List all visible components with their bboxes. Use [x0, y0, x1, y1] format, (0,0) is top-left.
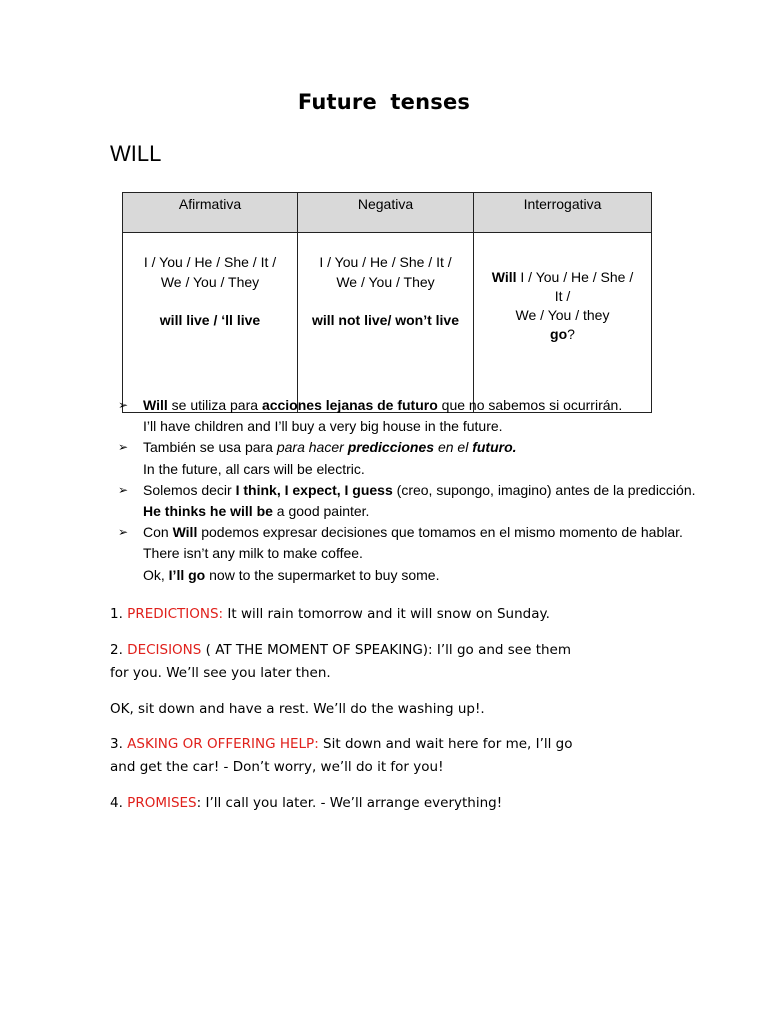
- table-header-row: [123, 193, 652, 233]
- use-label-help: ASKING OR OFFERING HELP:: [127, 736, 319, 752]
- use-number: 2.: [110, 642, 128, 658]
- rule-1-text: [143, 395, 738, 416]
- interrogative-subjects-3: We / You / they: [515, 307, 610, 323]
- use-text-continued: and get the car! - Don’t worry, we’ll do it for you!: [110, 759, 444, 775]
- interrogative-verb: go: [550, 326, 568, 342]
- rule-4-example-2-pre: Ok,: [143, 566, 169, 583]
- page-title: Future tenses: [297, 90, 471, 114]
- arrow-bullet-icon: ➢: [118, 398, 129, 412]
- usage-rules-list: [118, 395, 738, 586]
- rule-4-bold: Will: [172, 524, 198, 541]
- use-number: 4.: [110, 795, 128, 811]
- negative-subjects-2: We / You / They: [336, 274, 435, 290]
- list-item: [118, 437, 738, 479]
- rule-3-text-b: (creo, supongo, imagino) antes de la predicción.: [392, 481, 696, 498]
- rule-2-italic-b: en el: [434, 439, 473, 456]
- use-number: 3.: [110, 736, 128, 752]
- rule-2-text-a: También se usa para: [143, 439, 277, 456]
- list-item: [118, 480, 738, 522]
- affirmative-form: will live / ‘ll live: [159, 312, 261, 328]
- interrogative-verb-line: [480, 325, 645, 344]
- rule-3-example: [143, 501, 738, 522]
- rule-4-example-2: [143, 565, 738, 586]
- use-number: 1.: [110, 606, 128, 622]
- use-label-predictions: PREDICTIONS:: [127, 606, 224, 622]
- arrow-bullet-icon: ➢: [118, 440, 129, 455]
- affirmative-subjects-2: We / You / They: [160, 274, 260, 290]
- use-decisions: [110, 639, 670, 685]
- use-text: ( AT THE MOMENT OF SPEAKING): I’ll go and see them: [201, 642, 572, 658]
- rule-3-bold: I think, I expect, I guess: [235, 481, 393, 498]
- interrogative-will: Will: [491, 269, 517, 285]
- use-text: : I’ll call you later. - We’ll arrange everything!: [196, 795, 503, 811]
- interrogative-subjects-2: It /: [554, 288, 571, 304]
- rule-2-example: In the future, all cars will be electric.: [143, 460, 365, 477]
- rule-3-example-rest: a good painter.: [272, 503, 370, 520]
- cell-interrogative: [474, 233, 652, 413]
- rule-4-example-2-bold: I’ll go: [168, 566, 206, 583]
- use-promises: [110, 792, 670, 815]
- interrogative-line-1: [480, 268, 645, 287]
- negative-subjects-1: I / You / He / She / It /: [319, 254, 452, 270]
- use-text-continued: for you. We’ll see you later then.: [110, 665, 331, 681]
- use-label-decisions: DECISIONS: [127, 642, 202, 658]
- section-title: WILL: [110, 141, 162, 166]
- use-predictions: [110, 603, 670, 626]
- rule-2-text: [143, 437, 738, 458]
- cell-affirmative: [123, 233, 298, 413]
- use-asking-offering-help: [110, 733, 670, 779]
- rule-1-bold-phrase: acciones lejanas de futuro: [261, 397, 438, 413]
- cell-negative: [298, 233, 474, 413]
- use-label-promises: PROMISES: [127, 795, 197, 811]
- rule-1-text-b: que no sabemos si ocurrirán.: [437, 397, 623, 413]
- use-decisions-extra: OK, sit down and have a rest. We’ll do the washing up!.: [110, 701, 485, 717]
- table-row: [123, 233, 652, 413]
- rule-4-text: [143, 522, 738, 543]
- header-interrogative: Interrogativa: [474, 193, 652, 233]
- rule-2-bold-italic-a: predicciones: [347, 439, 435, 456]
- rule-4-example-1: There isn’t any milk to make coffee.: [143, 545, 363, 562]
- list-item: [118, 395, 738, 437]
- affirmative-subjects-1: I / You / He / She / It /: [143, 254, 277, 270]
- interrogative-subjects-1: I / You / He / She /: [516, 269, 634, 285]
- rule-2-italic-a: para hacer: [276, 439, 348, 456]
- will-forms-table: [122, 192, 652, 413]
- header-negative: Negativa: [298, 193, 474, 233]
- list-item: [118, 522, 738, 586]
- rule-4-text-b: podemos expresar decisiones que tomamos en el mismo momento de hablar.: [197, 524, 683, 541]
- rule-3-text-a: Solemos decir: [143, 481, 236, 498]
- rule-3-text: [143, 480, 738, 501]
- rule-2-bold-italic-b: futuro.: [472, 439, 517, 456]
- use-text: Sit down and wait here for me, I’ll go: [318, 736, 573, 752]
- negative-form: will not live/ won’t live: [311, 312, 460, 328]
- interrogative-qmark: ?: [567, 326, 575, 342]
- header-affirmative: Afirmativa: [123, 193, 298, 233]
- rule-1-text-a: se utiliza para: [167, 397, 262, 413]
- arrow-bullet-icon: ➢: [118, 482, 129, 497]
- use-text: It will rain tomorrow and it will snow on Sunday.: [223, 606, 550, 622]
- arrow-bullet-icon: ➢: [118, 525, 129, 540]
- rule-1-example: I’ll have children and I’ll buy a very big house in the future.: [143, 418, 503, 435]
- rule-4-example-2-post: now to the supermarket to buy some.: [205, 566, 440, 583]
- rule-4-text-a: Con: [143, 524, 173, 541]
- rule-1-bold-will: Will: [143, 397, 168, 413]
- rule-3-example-bold: He thinks he will be: [143, 503, 273, 520]
